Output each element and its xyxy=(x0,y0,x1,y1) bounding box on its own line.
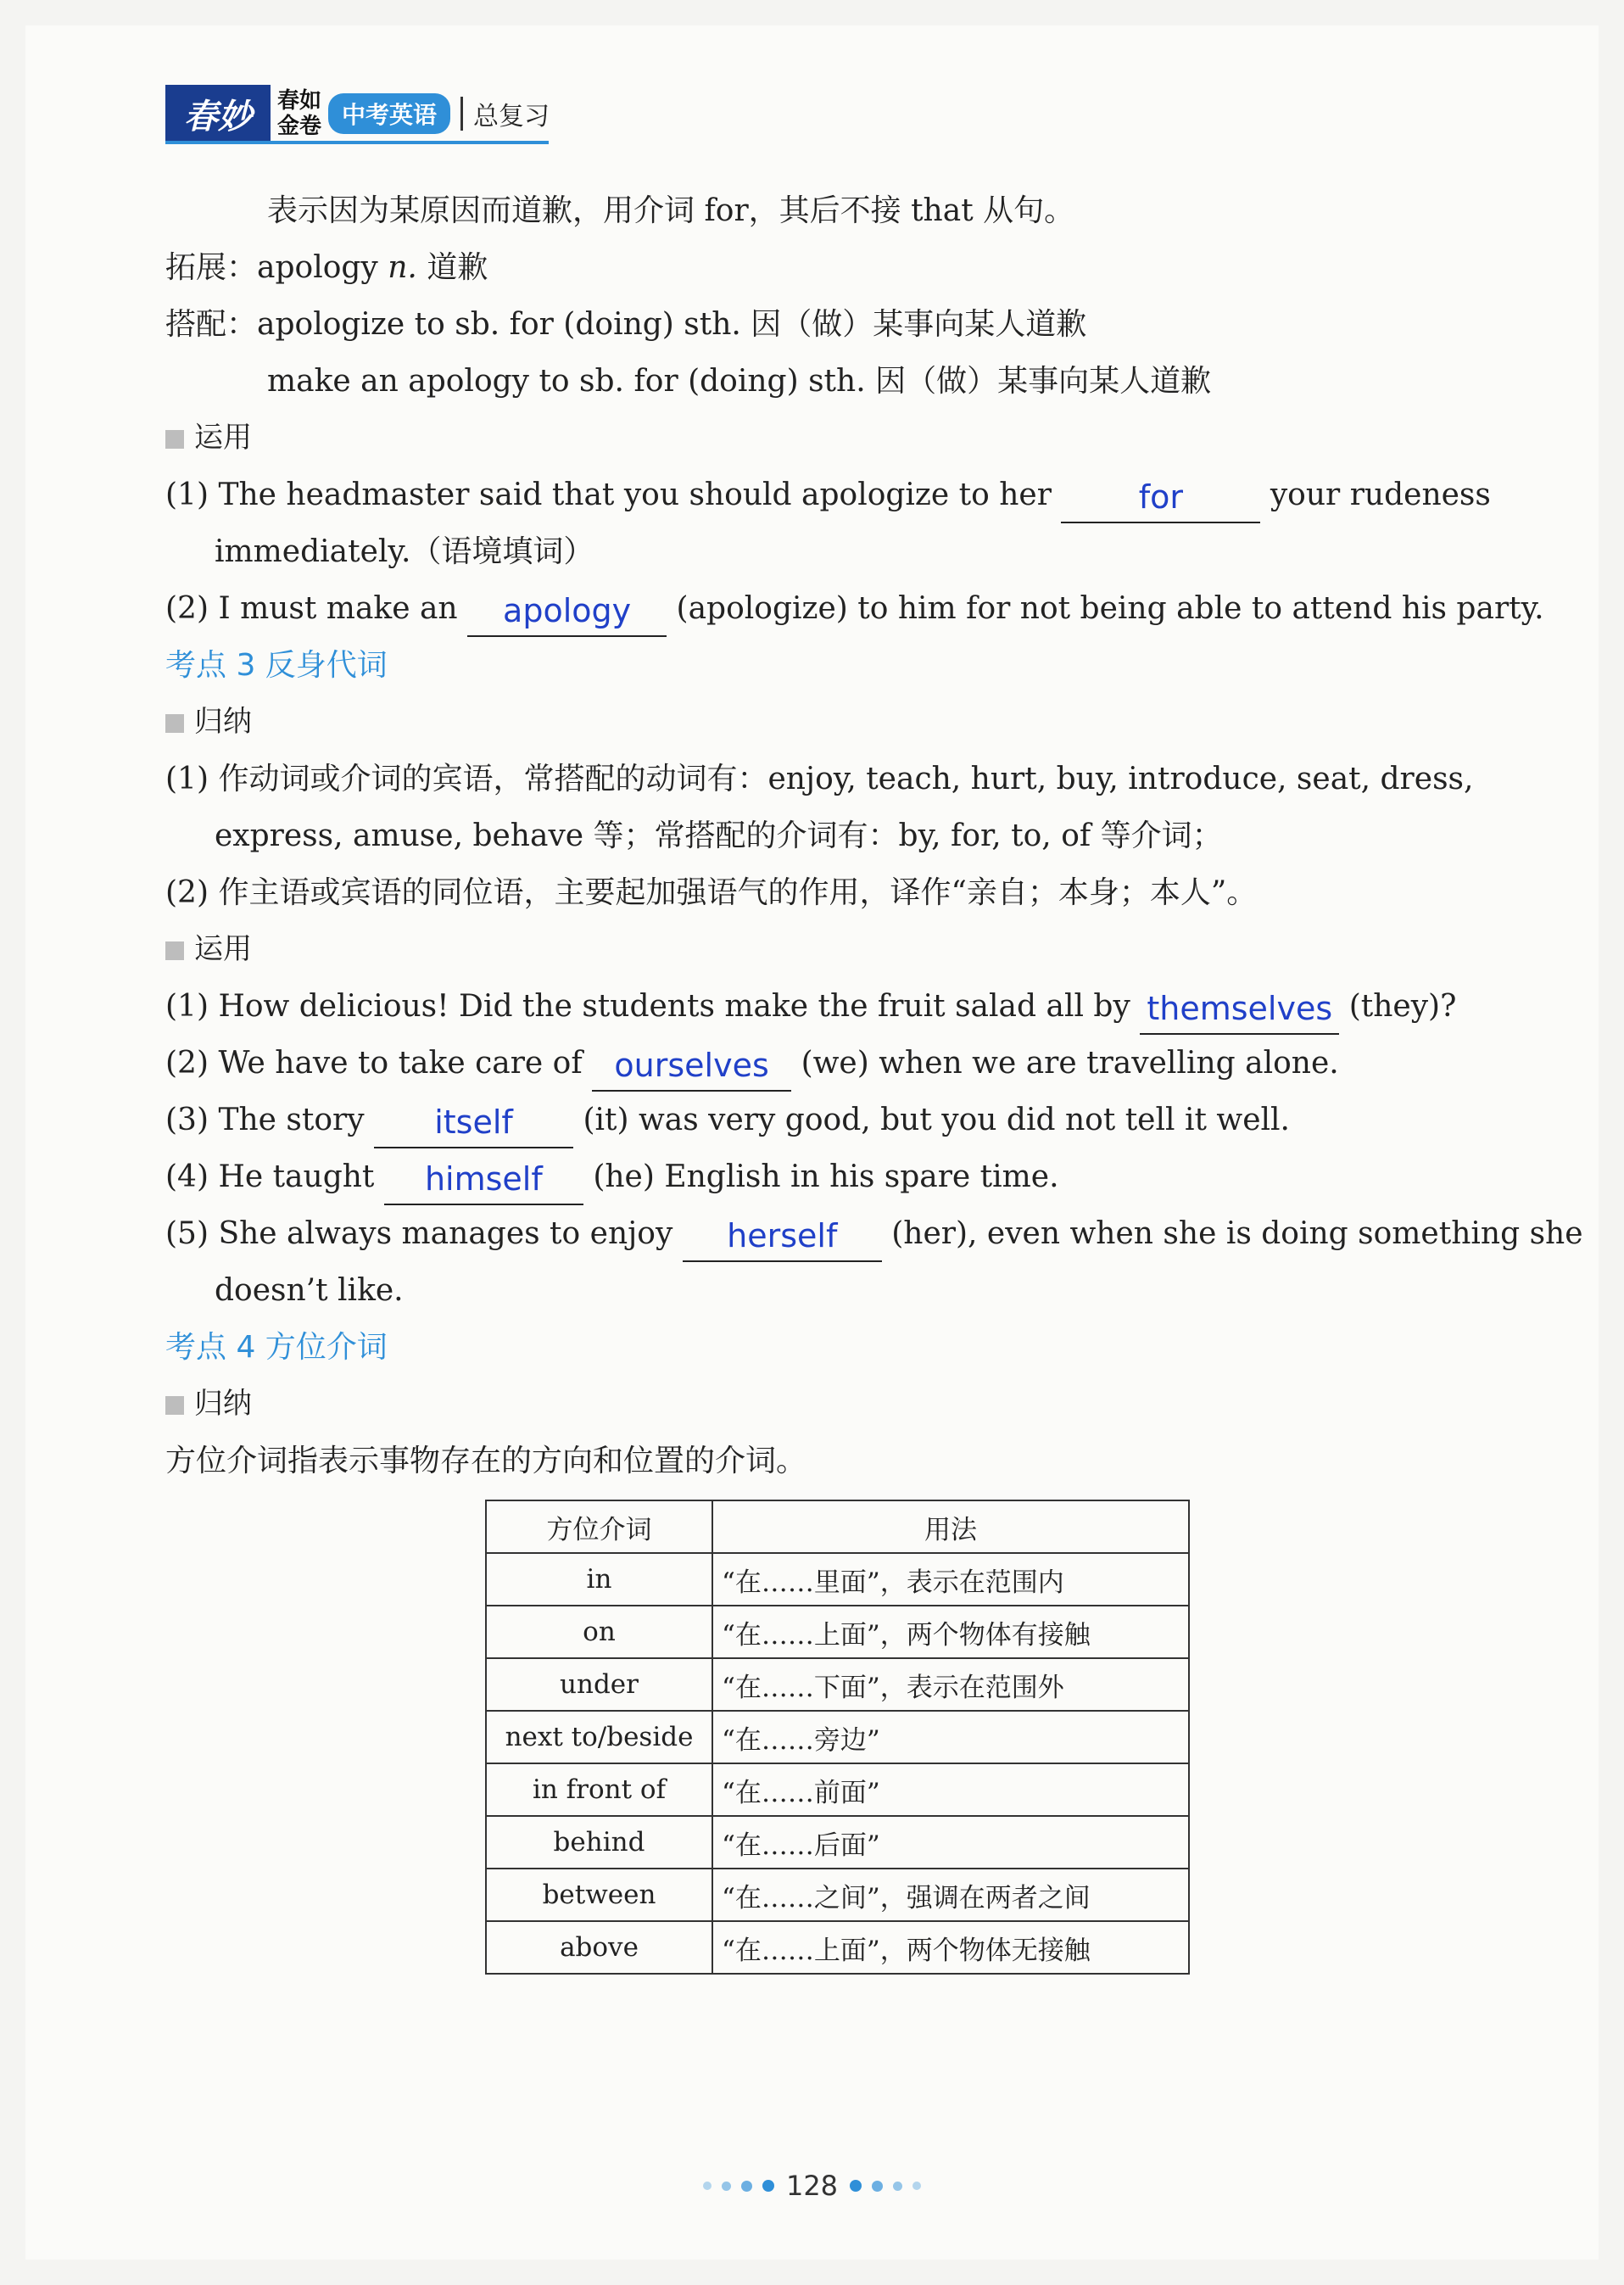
intro-text: 方位介词指表示事物存在的方向和位置的介词。 xyxy=(165,1444,807,1478)
page-number: 128 xyxy=(785,2170,839,2202)
use-label: 运用 xyxy=(194,421,252,455)
rule-1-continuation: express, amuse, behave 等；常搭配的介词有：by, for, to, of 等介词； xyxy=(215,818,1223,853)
extension-label: 拓展： xyxy=(165,250,258,285)
table-row xyxy=(486,1553,1189,1606)
exercise-2 xyxy=(165,1035,1522,1092)
subheading-use xyxy=(165,921,1522,978)
table-row xyxy=(486,1921,1189,1974)
answer-text: itself xyxy=(434,1103,513,1141)
table-cell: in front of xyxy=(486,1763,712,1816)
square-bullet-icon xyxy=(165,941,184,960)
brand-name xyxy=(277,88,321,139)
brand-line-2: 金卷 xyxy=(277,114,322,139)
table-row xyxy=(486,1658,1189,1711)
dot-icon xyxy=(703,2182,712,2190)
table-cell: on xyxy=(486,1606,712,1658)
exercise-text: (it) was very good, but you did not tell it well. xyxy=(583,1103,1290,1137)
exercise-text: your rudeness xyxy=(1270,478,1491,512)
table-cell: “在……旁边” xyxy=(712,1711,1189,1763)
section-title: 总复习 xyxy=(473,102,550,131)
square-bullet-icon xyxy=(165,714,184,733)
exercise-text: (we) when we are travelling alone. xyxy=(801,1046,1339,1081)
exercise-continuation: immediately.（语境填词） xyxy=(215,534,594,569)
collocation-line-2: make an apology to sb. for (doing) sth. 因（做）某事向某人道歉 xyxy=(267,364,1212,399)
table-cell: in xyxy=(486,1553,712,1606)
exercise-text: (3) The story xyxy=(165,1103,365,1137)
table-cell: next to/beside xyxy=(486,1711,712,1763)
book-header xyxy=(165,85,550,142)
header-underline xyxy=(165,141,549,144)
exercise-text: (her), even when she is doing something she xyxy=(891,1216,1583,1251)
exercise-4 xyxy=(165,1148,1522,1205)
table-cell: “在……里面”，表示在范围内 xyxy=(712,1553,1189,1606)
subheading-use xyxy=(165,410,1522,466)
collocation-text: apologize to sb. for (doing) sth. 因（做）某事向某人道歉 xyxy=(257,307,1087,342)
table-cell: between xyxy=(486,1869,712,1921)
page-footer xyxy=(0,2170,1624,2202)
table-cell: “在……上面”，两个物体有接触 xyxy=(712,1606,1189,1658)
exercise-text: (he) English in his spare time. xyxy=(593,1159,1059,1194)
publisher-logo: 春妙 xyxy=(165,85,271,142)
table-header-cell: 用法 xyxy=(712,1500,1189,1553)
collocation-line xyxy=(165,296,1522,353)
dot-icon xyxy=(872,2181,883,2192)
answer-blank[interactable] xyxy=(592,1049,791,1092)
table-row xyxy=(486,1763,1189,1816)
exercise-3 xyxy=(165,1092,1522,1148)
exercise-1 xyxy=(165,466,1522,523)
table-header-row xyxy=(486,1500,1189,1553)
exercise-2 xyxy=(165,580,1544,637)
exercise-text: (2) We have to take care of xyxy=(165,1046,583,1081)
table-cell: behind xyxy=(486,1816,712,1869)
dot-icon xyxy=(762,2180,774,2192)
use-label: 运用 xyxy=(194,932,252,966)
subheading-summary xyxy=(165,1376,1522,1433)
table-row xyxy=(486,1816,1189,1869)
answer-text: ourselves xyxy=(614,1047,769,1084)
exercise-text: (2) I must make an xyxy=(165,591,458,626)
dot-icon xyxy=(893,2182,902,2191)
exercise-5 xyxy=(165,1205,1583,1262)
exercise-text: (they)? xyxy=(1348,989,1457,1024)
dot-icon xyxy=(722,2182,731,2191)
square-bullet-icon xyxy=(165,430,184,449)
summary-label: 归纳 xyxy=(194,705,252,739)
main-content xyxy=(165,182,1583,1489)
exercise-text: (4) He taught xyxy=(165,1159,375,1194)
brand-line-1: 春如 xyxy=(277,88,322,114)
answer-text: apology xyxy=(503,592,632,629)
extension-word: apology xyxy=(257,250,378,285)
table-cell: “在……上面”，两个物体无接触 xyxy=(712,1921,1189,1974)
section-heading-3: 考点 3 反身代词 xyxy=(165,648,388,683)
subheading-summary xyxy=(165,694,1522,751)
table-cell: under xyxy=(486,1658,712,1711)
preposition-table xyxy=(485,1500,1190,1975)
summary-label: 归纳 xyxy=(194,1387,252,1421)
rule-1: (1) 作动词或介词的宾语，常搭配的动词有：enjoy, teach, hurt, buy, introduce, seat, dress, xyxy=(165,762,1474,796)
dot-icon xyxy=(912,2182,921,2190)
square-bullet-icon xyxy=(165,1396,184,1415)
header-divider xyxy=(460,97,463,131)
collocation-label: 搭配： xyxy=(165,307,258,342)
exercise-text: (1) How delicious! Did the students make the fruit salad all by xyxy=(165,989,1130,1024)
exercise-text: (5) She always manages to enjoy xyxy=(165,1216,673,1251)
table-cell: “在……之间”，强调在两者之间 xyxy=(712,1869,1189,1921)
exercise-text: (1) The headmaster said that you should apologize to her xyxy=(165,478,1052,512)
table-cell: above xyxy=(486,1921,712,1974)
exercise-1 xyxy=(165,978,1522,1035)
answer-blank[interactable] xyxy=(1140,992,1339,1035)
table-header-cell: 方位介词 xyxy=(486,1500,712,1553)
dot-icon xyxy=(850,2180,862,2192)
table-cell: “在……后面” xyxy=(712,1816,1189,1869)
answer-text: himself xyxy=(424,1160,543,1198)
table-cell: “在……下面”，表示在范围外 xyxy=(712,1658,1189,1711)
answer-text: herself xyxy=(727,1217,838,1254)
table-row xyxy=(486,1606,1189,1658)
table-row xyxy=(486,1869,1189,1921)
answer-blank[interactable] xyxy=(384,1160,583,1205)
answer-text: for xyxy=(1138,478,1184,516)
extension-meaning: 道歉 xyxy=(427,250,488,285)
dot-icon xyxy=(741,2181,752,2192)
table-row xyxy=(486,1711,1189,1763)
text-line: 表示因为某原因而道歉，用介词 for，其后不接 that 从句。 xyxy=(267,193,1075,228)
section-heading-4: 考点 4 方位介词 xyxy=(165,1330,388,1365)
exercise-text: (apologize) to him for not being able to attend his party. xyxy=(676,591,1544,626)
part-of-speech: n. xyxy=(388,250,417,285)
answer-blank[interactable] xyxy=(374,1103,573,1148)
answer-blank[interactable] xyxy=(1061,478,1260,523)
exercise-continuation: doesn’t like. xyxy=(215,1273,404,1308)
table-cell: “在……前面” xyxy=(712,1763,1189,1816)
subject-badge: 中考英语 xyxy=(328,93,450,134)
answer-text: themselves xyxy=(1147,990,1333,1027)
extension-line xyxy=(165,239,1522,296)
rule-2: (2) 作主语或宾语的同位语，主要起加强语气的作用，译作“亲自；本身；本人”。 xyxy=(165,875,1258,910)
answer-blank[interactable] xyxy=(683,1217,882,1262)
answer-blank[interactable] xyxy=(467,592,667,637)
